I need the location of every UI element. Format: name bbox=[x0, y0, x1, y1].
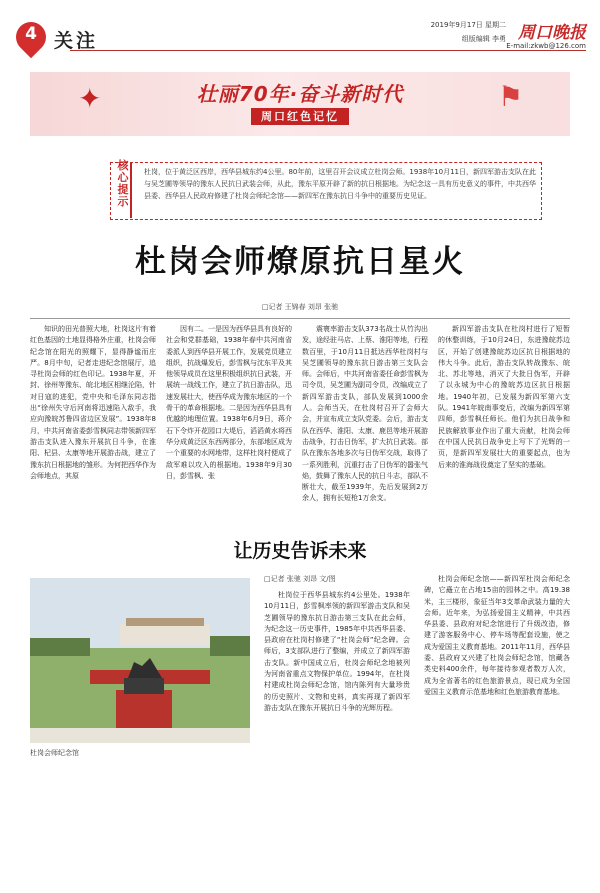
article-divider bbox=[30, 318, 570, 319]
article1-column-1 bbox=[30, 324, 156, 512]
core-tips-text: 杜岗，位于黄泛区西岸，西华县城东约4公里。80年前，这里召开会议成立杜岗会师。1938年10月11日，新四军游击支队在此与吴芝圃等领导的豫东人民抗日武装会师，从此，豫东平原开辟了新的抗日根据地。为纪念这一具有历史意义的事件，中共西华县委、西华县人民政府修建了杜岗会师纪念馆——新四军在豫东抗日斗争中的重要历史见证。 bbox=[144, 168, 536, 200]
secondary-byline: □记者 张驰 刘昂 文/图 bbox=[264, 575, 336, 583]
article1-paragraph: 震寰率游击支队373名战士从竹沟出发，途经驻马店、上蔡、淮阳等地，行程数百里，于10月11日抵达西华杜岗村与吴芝圃领导的豫东抗日游击第三支队会师。会师后，中共河南省委任命彭雪枫为司令员，吴芝圃为副司令员，改编成立了新四军游击支队，部队发展到1000余人。会师当天，在杜岗村召开了会师大会，并宣布成立支队党委。会后，游击支队在西华、淮阳、太康、鹿邑等地开展游击战争，打击日伪军，扩大抗日武装。部队在豫东各地多次与日伪军交战，取得了一系列胜利，沉重打击了日伪军的嚣张气焰，鼓舞了豫东人民的抗日斗志，部队不断壮大，截至1939年，先后发展到2万余人，拥有长短枪1万余支。 bbox=[302, 325, 428, 503]
contact-email: E-mail:zkwb@126.com bbox=[506, 42, 586, 50]
article2-paragraph: 杜岗位于西华县城东约4公里处。1938年10月11日，彭雪枫率领的新四军游击支队和吴芝圃领导的豫东抗日游击第三支队在此会师，为纪念这一历史事件，1985年中共西华县委、县政府在杜岗村修建了“杜岗会师”纪念碑。会师后，3支部队进行了整编，并成立了新四军游击支队。新中国成立后，杜岗会师纪念地被列为河南省重点文物保护单位。1994年，在杜岗村建成杜岗会师纪念馆，馆内陈列有大量珍贵的历史照片、文物和史料，真实再现了新四军游击支队在豫东开展抗日斗争的光辉历程。 bbox=[264, 591, 410, 712]
section-title: 关注 bbox=[54, 30, 99, 52]
core-tips-label: 核心提示 bbox=[117, 159, 129, 208]
banner-subtitle-text: 周口红色记忆 bbox=[251, 108, 349, 125]
article1-column-3 bbox=[302, 324, 428, 512]
flag-icon: ⚑ bbox=[498, 80, 524, 113]
feature-banner bbox=[30, 72, 570, 136]
article1-paragraph: 因有二。一是因为西华县具有良好的社会和党群基础，1938年春中共河南省委派人到西华县开展工作，发展党员建立组织，抗战爆发后，彭雪枫与沈东平及其他领导成员在这里积极组织抗日武装，开展统一战线工作，建立了抗日游击队，迅速发展壮大，使西华成为豫东地区的一个骨干的革命根据地。二是因为西华县具有优越的地理位置。1938年6月9日，蒋介石下令炸开花园口大堤后，滔滔黄水将西华分成黄泛区东西两部分，东部地区成为一个重要的水网地带，这样杜岗村便成了敌军难以攻入的根据地。1938年9月30日，彭雪枫、张 bbox=[166, 325, 292, 480]
dove-icon: ✦ bbox=[78, 82, 102, 115]
issue-date: 2019年9月17日 星期二 bbox=[430, 21, 506, 29]
banner-title: 壮丽70年·奋斗新时代 bbox=[196, 82, 404, 106]
photo-caption: 杜岗会师纪念馆 bbox=[30, 749, 79, 757]
article2-paragraph: 杜岗会师纪念馆——新四军杜岗会师纪念碑，它矗立在占地15亩的园林之中。高19.38米，主三楼形，象征当年3支革命武装力量的大会师。近年来，为弘扬爱国主义精神，中共西华县委、县政府对纪念馆进行了升级改造，修建了游客服务中心、停车场等配套设施，使之成为爱国主义教育基地。2011年11月，西华县委、县政府又兴建了杜岗会师纪念馆，馆藏各类史料400余件，每年接待参观者数万人次，成为全省著名的红色旅游景点，现已成为全国爱国主义教育示范基地和红色旅游教育基地。 bbox=[424, 575, 570, 696]
newspaper-logo: 周口晚报 bbox=[518, 23, 586, 43]
editor-credits: 组版编辑 李勇 bbox=[461, 35, 506, 43]
article1-paragraph: 知识的田光普照大地，杜岗这片有着红色基因的土地显得格外庄重，杜岗会师纪念馆在阳光的照耀下，显得静谧而庄严。8月中旬，记者走进纪念馆展厅，追寻杜岗会师的红色印记。1938年夏，开封、徐州等豫东、皖北地区相继沦陷，针对日寇的进犯，党中央和毛泽东同志指出“徐州失守后河南将迅速陷入敌手，我应向豫皖苏鲁四省边区发展”。1938年8月，中共河南省委彭雪枫同志带领新四军游击支队进入豫东开展抗日斗争，在淮阳、杞县、太康等地开展游击战，建立了豫东抗日根据地的雏形。为何把西华作为会师地点，其原 bbox=[30, 325, 156, 480]
article1-column-4 bbox=[438, 324, 570, 512]
article1-paragraph: 新四军游击支队在杜岗村进行了短暂的休整训练，于10月24日，东进豫皖苏边区，开始了创建豫皖苏边区抗日根据地的伟大斗争。此后，游击支队转战豫东、皖北、苏北等地，消灭了大批日伪军，开辟了以永城为中心的豫皖苏边区抗日根据地。1940年初，已发展为新四军第六支队。1941年皖南事变后，改编为新四军第四师，彭雪枫任师长。他们为抗日战争和民族解放事业作出了重大贡献，杜岗会师在中国人民抗日战争史上写下了光辉的一页，是新四军发展壮大的重要起点，也为后来的淮海战役奠定了坚实的基础。 bbox=[438, 325, 570, 469]
article1-column-2 bbox=[166, 324, 292, 512]
header-divider bbox=[70, 50, 586, 51]
memorial-photo-image bbox=[30, 578, 250, 743]
main-byline: □记者 王锦春 刘昂 张驰 bbox=[261, 303, 339, 311]
secondary-headline: 让历史告诉未来 bbox=[233, 540, 367, 562]
article2-column-1 bbox=[264, 590, 410, 868]
page-number: 4 bbox=[25, 24, 37, 44]
banner-subtitle bbox=[30, 108, 570, 124]
main-headline: 杜岗会师燎原抗日星火 bbox=[135, 244, 465, 280]
memorial-photo bbox=[30, 578, 250, 743]
article2-column-2 bbox=[424, 574, 570, 868]
